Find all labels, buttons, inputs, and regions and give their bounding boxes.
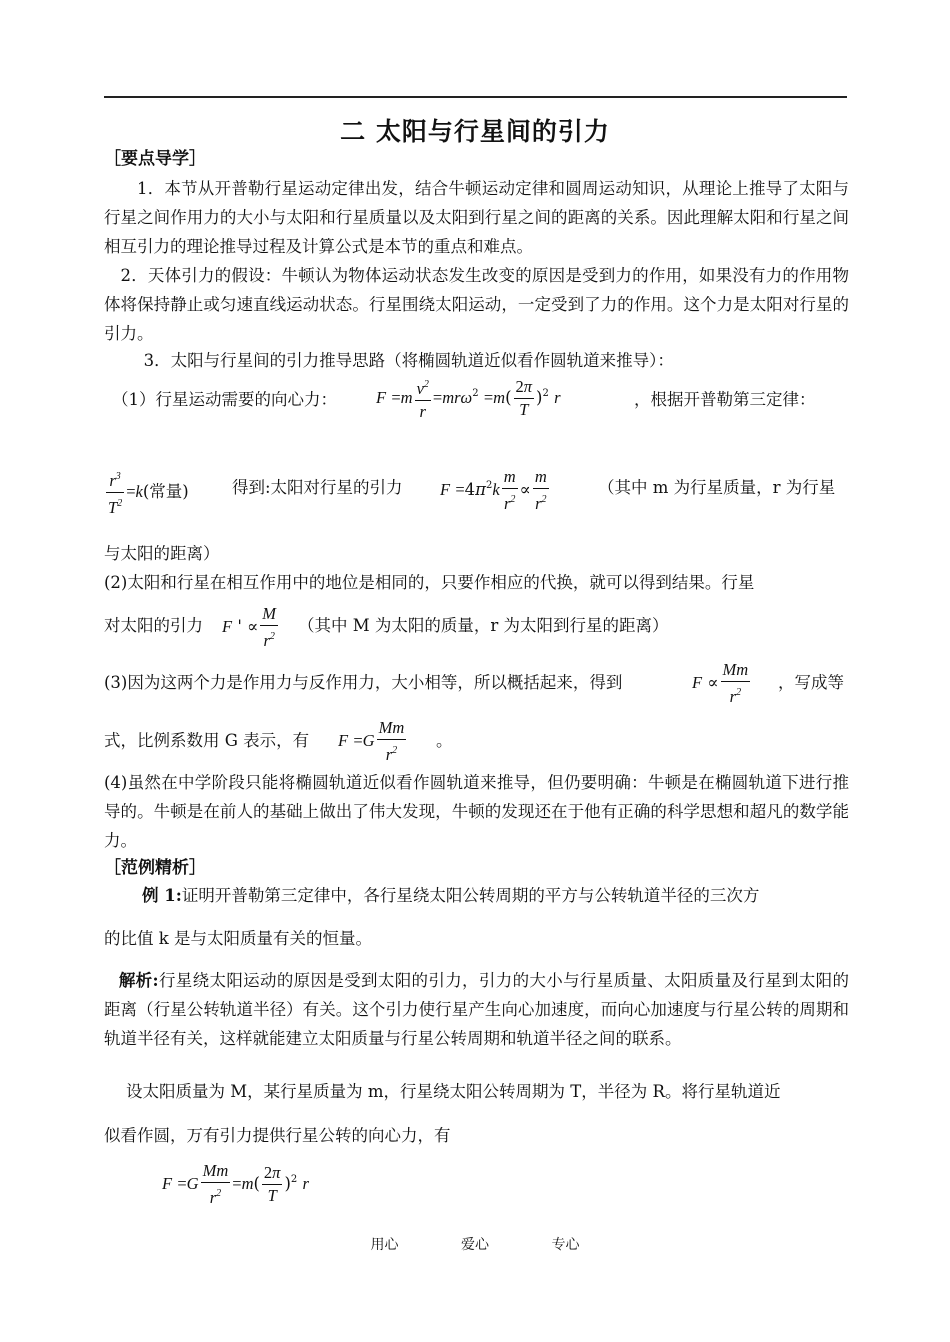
- formula-universal-gravitation: F =G $\frac{Mm}{r^2}$: [338, 718, 405, 764]
- step-1-result-tail: （其中 m 为行星质量，r 为行星: [598, 478, 836, 497]
- page-title: 二 太阳与行星间的引力: [340, 117, 610, 146]
- step-3-lead: (3)因为这两个力是作用力与反作用力，大小相等，所以概括起来，得到: [104, 673, 623, 692]
- section-heading-examples: ［范例精析］: [104, 858, 206, 878]
- step-3-tail: ，写成等: [778, 673, 844, 692]
- solution-paragraph: [104, 966, 849, 1053]
- formula-proportional: F ∝ $\frac{Mm}{r^2}$: [692, 660, 749, 706]
- example-1-label: 例 1:: [142, 886, 182, 905]
- solution-label: 解析:: [118, 971, 159, 990]
- example-1-line: [142, 884, 759, 908]
- footer: [0, 1234, 950, 1254]
- footer-item: 专心: [551, 1237, 580, 1253]
- example-1-cont: 的比值 k 是与太阳质量有关的恒量。: [104, 929, 372, 948]
- step-4-text: (4)虽然在中学阶段只能将椭圆轨道近似看作圆轨道来推导，但仍要明确：牛顿是在椭圆轨道下进行推导的。牛顿是在前人的基础上做出了伟大发现，牛顿的发现还在于他有正确的科学思想和超凡的数学能力。: [104, 773, 849, 850]
- step-2-text: (2)太阳和行星在相互作用中的地位是相同的，只要作相应的代换，就可以得到结果。行星: [104, 573, 755, 592]
- footer-item: 爱心: [461, 1237, 489, 1253]
- section-heading-key-points: ［要点导学］: [104, 149, 206, 169]
- setup-line-1: 设太阳质量为 M，某行星质量为 m，行星绕太阳公转周期为 T，半径为 R。将行星轨道近: [126, 1082, 781, 1101]
- step-2-lead: 对太阳的引力: [104, 616, 203, 635]
- formula-sun-on-planet-force: $F =4\pi^2k$ $\frac{m}{r^2}$ ∝ $\frac{m}{r^2}$: [440, 467, 547, 513]
- step-1-result-lead: 得到:太阳对行星的引力: [232, 478, 403, 497]
- paragraph-2: 2．天体引力的假设：牛顿认为物体运动状态发生改变的原因是受到力的作用，如果没有力的作用物体将保持静止或匀速直线运动状态。行星围绕太阳运动，一定受到了力的作用。这个力是太阳对行星的引力。: [104, 266, 849, 343]
- formula-gravitation-centripetal: F =G $\frac{Mm}{r^2}$ =m( $\frac{2\pi}{T}$ )$^2$ r: [162, 1161, 309, 1207]
- step-1-lead: （1）行星运动需要的向心力：: [112, 390, 337, 409]
- solution-text: 行星绕太阳运动的原因是受到太阳的引力，引力的大小与行星质量、太阳质量及行星到太阳的距离（行星公转轨道半径）有关。这个引力使行星产生向心加速度，而向心加速度与行星公转的周期和轨道半径有关，这样就能建立太阳质量与行星公转周期和轨道半径之间的联系。: [104, 971, 850, 1048]
- step-3-cont-lead: 式，比例系数用 G 表示，有: [104, 731, 310, 750]
- formula-centripetal-force: F =m $\frac{v^2}{r}$ =mrω$^2$ =m( $\frac{2\pi}{T}$ )$^2$ r: [376, 374, 561, 423]
- formula-planet-on-sun-force: F ' ∝ $\frac{M}{r^2}$: [222, 604, 277, 650]
- paragraph-1: 1．本节从开普勒行星运动定律出发，结合牛顿运动定律和圆周运动知识，从理论上推导了太阳与行星之间作用力的大小与太阳和行星质量以及太阳到行星之间的距离的关系。因此理解太阳和行星之间相互引力的理论推导过程及计算公式是本节的重点和难点。: [104, 179, 849, 256]
- footer-item: 用心: [370, 1237, 399, 1253]
- setup-line-2: 似看作圆，万有引力提供行星公转的向心力，有: [104, 1126, 451, 1145]
- step-3-cont-tail: 。: [436, 731, 453, 750]
- header-rule: [104, 96, 847, 98]
- step-1-result-cont: 与太阳的距离）: [104, 544, 220, 563]
- step-1-tail: ，根据开普勒第三定律：: [634, 390, 816, 409]
- step-2-tail: （其中 M 为太阳的质量，r 为太阳到行星的距离）: [298, 616, 669, 635]
- example-1-text: 证明开普勒第三定律中，各行星绕太阳公转周期的平方与公转轨道半径的三次方: [181, 886, 760, 905]
- paragraph-3: 3．太阳与行星间的引力推导思路（将椭圆轨道近似看作圆轨道来推导）：: [143, 351, 674, 370]
- formula-kepler-third-law: $\frac{r^3}{T^2}$ =k(常量): [104, 466, 189, 519]
